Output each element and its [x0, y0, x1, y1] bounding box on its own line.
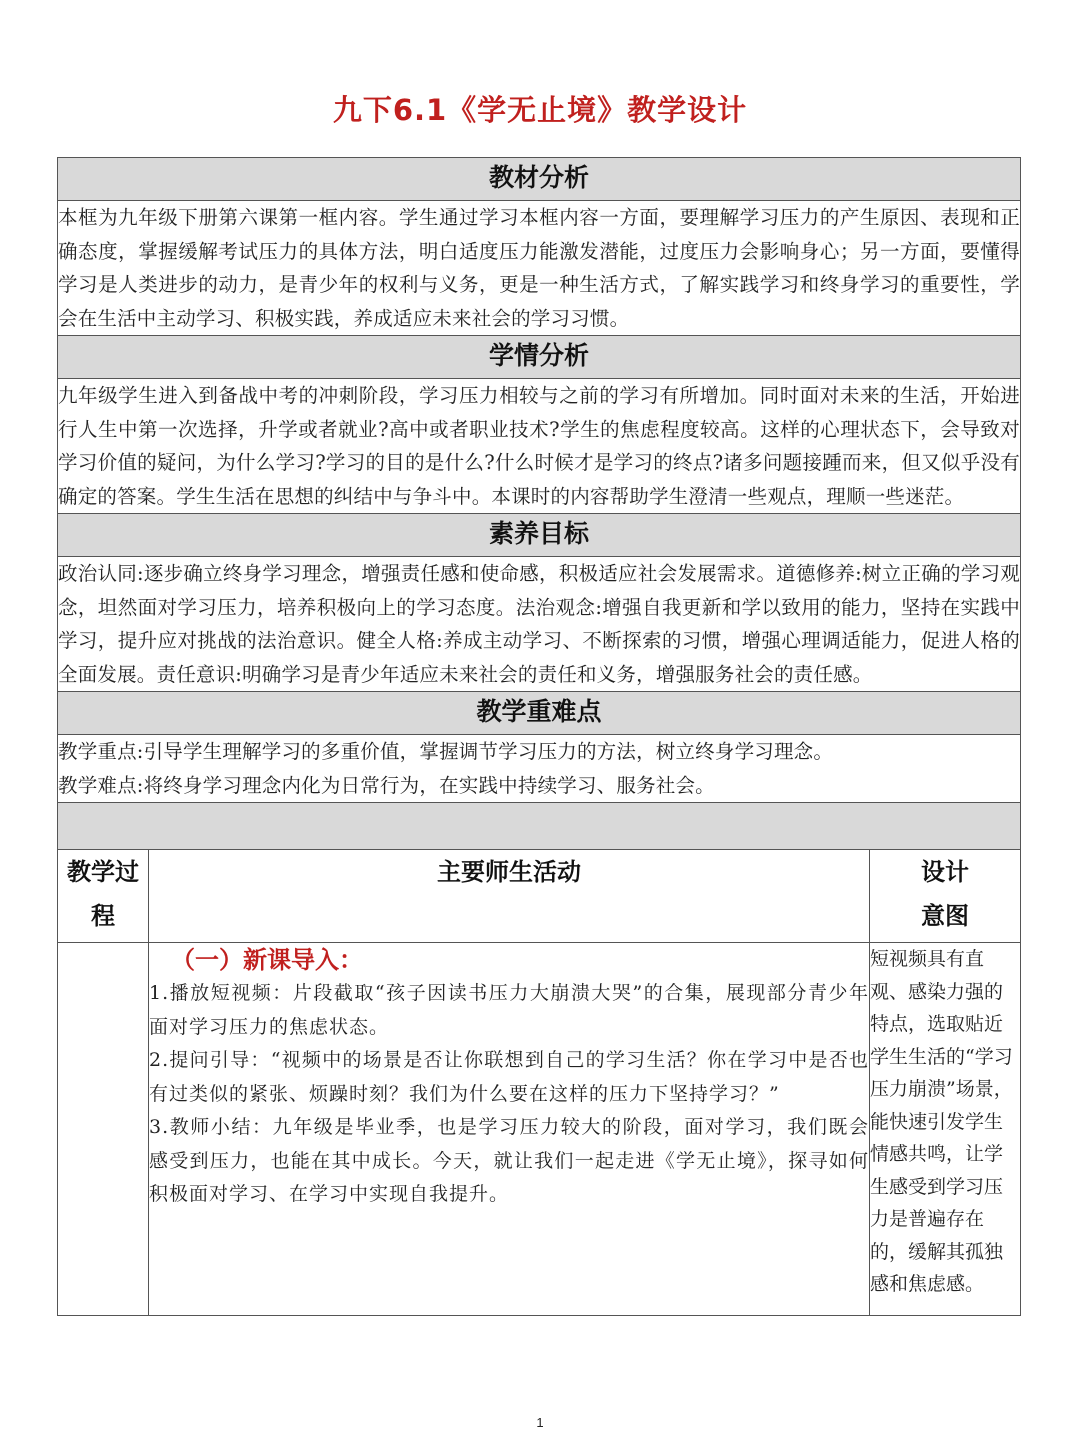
section-heading: 学情分析 [58, 336, 1021, 379]
section-body-student [58, 379, 1021, 514]
intent-cell: 短视频具有直观、感染力强的特点，选取贴近学生生活的“学习压力崩溃”场景，能快速引发学生情感共鸣，让学生感受到学习压力是普遍存在的，缓解其孤独感和焦虑感。 [870, 943, 1021, 1316]
section-header-goals [58, 514, 1021, 557]
section-header-textbook [58, 158, 1021, 201]
process-header-row [58, 850, 1021, 943]
section-heading: 素养目标 [58, 514, 1021, 557]
document-title: 九下6.1《学无止境》教学设计 [332, 93, 748, 127]
column-header-activity: 主要师生活动 [149, 850, 870, 943]
step-item: 3.教师小结：九年级是毕业季，也是学习压力较大的阶段，面对学习，我们既会感受到压力，也能在其中成长。今天，就让我们一起走进《学无止境》，探寻如何积极面对学习、在学习中实现自我提升。 [149, 1116, 869, 1205]
process-cell [58, 943, 149, 1316]
process-row-intro [58, 943, 1021, 1316]
spacer-row [58, 803, 1021, 850]
column-header-intent: 设计意图 [870, 850, 1021, 943]
step-item: 1.播放短视频：片段截取“孩子因读书压力大崩溃大哭”的合集，展现部分青少年面对学习压力的焦虑状态。 [149, 982, 869, 1038]
lesson-plan-table [57, 157, 1021, 1316]
step-title: （一）新课导入： [171, 946, 363, 974]
page-number: 1 [536, 1415, 544, 1430]
section-text: 本框为九年级下册第六课第一框内容。学生通过学习本框内容一方面，要理解学习压力的产生原因、表现和正确态度，掌握缓解考试压力的具体方法，明白适度压力能激发潜能，过度压力会影响身心；另一方面，要懂得学习是人类进步的动力，是青少年的权利与义务，更是一种生活方式，了解实践学习和终身学习的重要性，学会在生活中主动学习、积极实践，养成适应未来社会的学习习惯。 [58, 201, 1021, 336]
section-header-student [58, 336, 1021, 379]
section-text: 九年级学生进入到备战中考的冲刺阶段，学习压力相较与之前的学习有所增加。同时面对未来的生活，开始进行人生中第一次选择，升学或者就业?高中或者职业技术?学生的焦虑程度较高。这样的心理状态下，会导致对学习价值的疑问，为什么学习?学习的目的是什么?什么时候才是学习的终点?诸多问题接踵而来，但又似乎没有确定的答案。学生生活在思想的纠结中与争斗中。本课时的内容帮助学生澄清一些观点，理顺一些迷茫。 [58, 379, 1021, 514]
key-point-line: 教学重点:引导学生理解学习的多重价值，掌握调节学习压力的方法，树立终身学习理念。 [58, 740, 834, 763]
section-header-keypoints [58, 692, 1021, 735]
section-heading: 教材分析 [58, 158, 1021, 201]
difficult-point-line: 教学难点:将终身学习理念内化为日常行为，在实践中持续学习、服务社会。 [58, 773, 715, 797]
section-body-keypoints [58, 735, 1021, 803]
column-header-process: 教学过程 [58, 850, 149, 943]
activity-cell [149, 943, 870, 1316]
section-body-textbook [58, 201, 1021, 336]
section-heading: 教学重难点 [58, 692, 1021, 735]
step-item: 2.提问引导：“视频中的场景是否让你联想到自己的学习生活？你在学习中是否也有过类似的紧张、烦躁时刻？我们为什么要在这样的压力下坚持学习？” [149, 1049, 869, 1105]
section-body-goals [58, 557, 1021, 692]
section-text: 政治认同:逐步确立终身学习理念，增强责任感和使命感，积极适应社会发展需求。道德修养:树立正确的学习观念，坦然面对学习压力，培养积极向上的学习态度。法治观念:增强自我更新和学以致用的能力，坚持在实践中学习，提升应对挑战的法治意识。健全人格:养成主动学习、不断探索的习惯，增强心理调适能力，促进人格的全面发展。责任意识:明确学习是青少年适应未来社会的责任和义务，增强服务社会的责任感。 [58, 557, 1021, 692]
